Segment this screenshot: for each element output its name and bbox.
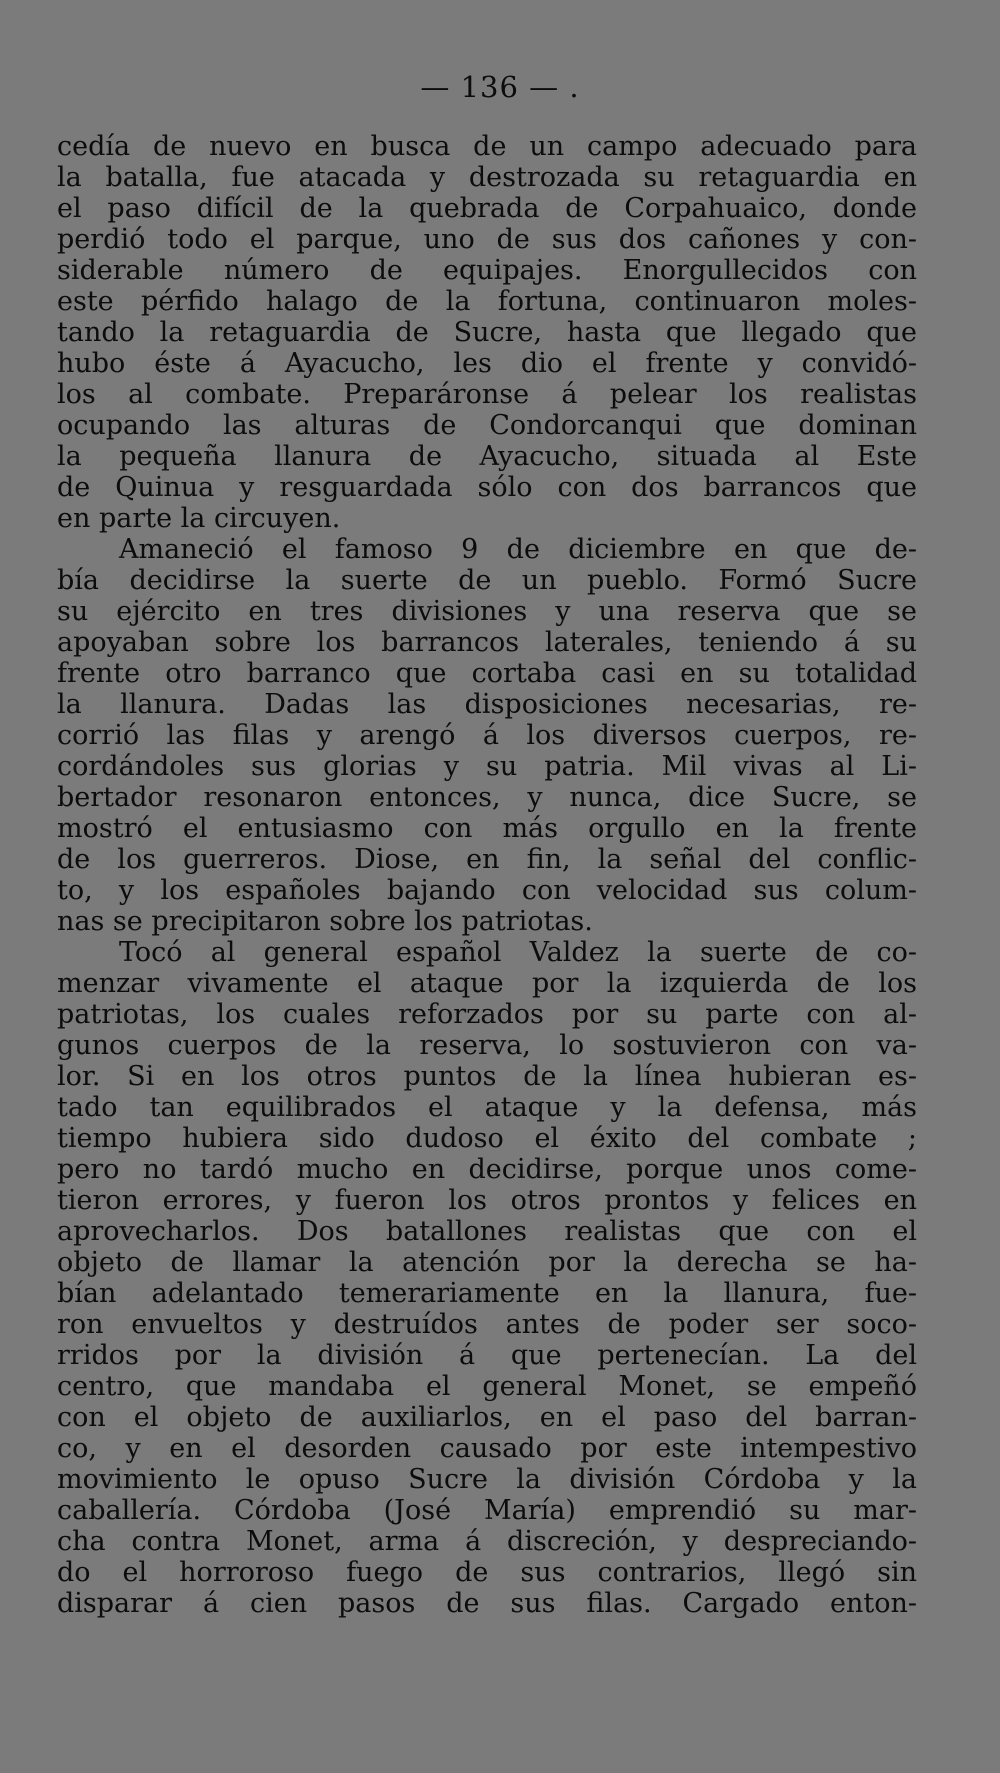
text-line: tiempo hubiera sido dudoso el éxito del combate ;: [57, 1123, 917, 1154]
text-line: gunos cuerpos de la reserva, lo sostuvieron con va-: [57, 1030, 917, 1061]
text-line: patriotas, los cuales reforzados por su parte con al-: [57, 999, 917, 1030]
text-line: en parte la circuyen.: [57, 503, 341, 534]
text-line: bían adelantado temerariamente en la llanura, fue-: [57, 1278, 917, 1309]
text-line: objeto de llamar la atención por la derecha se ha-: [57, 1247, 917, 1278]
body-text: [57, 131, 917, 1619]
text-line: bertador resonaron entonces, y nunca, dice Sucre, se: [57, 782, 917, 813]
text-line: movimiento le opuso Sucre la división Córdoba y la: [57, 1464, 917, 1495]
text-line: hubo éste á Ayacucho, les dio el frente y convidó-: [57, 348, 917, 379]
text-line: perdió todo el parque, uno de sus dos cañones y con-: [57, 224, 917, 255]
text-line: rridos por la división á que pertenecían. La del: [57, 1340, 917, 1371]
text-line: ocupando las alturas de Condorcanqui que dominan: [57, 410, 917, 441]
text-line: de los guerreros. Diose, en fin, la señal del conflic-: [57, 844, 917, 875]
text-line: cordándoles sus glorias y su patria. Mil vivas al Li-: [57, 751, 917, 782]
text-line: su ejército en tres divisiones y una reserva que se: [57, 596, 917, 627]
text-line: centro, que mandaba el general Monet, se empeñó: [57, 1371, 917, 1402]
text-line: ron envueltos y destruídos antes de poder ser soco-: [57, 1309, 917, 1340]
text-line: la pequeña llanura de Ayacucho, situada al Este: [57, 441, 917, 472]
text-line: la llanura. Dadas las disposiciones necesarias, re-: [57, 689, 917, 720]
text-line: bía decidirse la suerte de un pueblo. Formó Sucre: [57, 565, 917, 596]
text-line: frente otro barranco que cortaba casi en su totalidad: [57, 658, 917, 689]
text-line: los al combate. Preparáronse á pelear los realistas: [57, 379, 917, 410]
text-line: do el horroroso fuego de sus contrarios, llegó sin: [57, 1557, 917, 1588]
text-line: Amaneció el famoso 9 de diciembre en que de-: [119, 534, 917, 565]
text-line: tieron errores, y fueron los otros prontos y felices en: [57, 1185, 917, 1216]
text-line: caballería. Córdoba (José María) emprendió su mar-: [57, 1495, 917, 1526]
text-line: siderable número de equipajes. Enorgullecidos con: [57, 255, 917, 286]
text-line: pero no tardó mucho en decidirse, porque unos come-: [57, 1154, 917, 1185]
text-line: apoyaban sobre los barrancos laterales, teniendo á su: [57, 627, 917, 658]
text-line: co, y en el desorden causado por este intempestivo: [57, 1433, 917, 1464]
page-number: — 136 — .: [420, 70, 580, 104]
text-line: corrió las filas y arengó á los diversos cuerpos, re-: [57, 720, 917, 751]
text-line: aprovecharlos. Dos batallones realistas que con el: [57, 1216, 917, 1247]
text-line: con el objeto de auxiliarlos, en el paso del barran-: [57, 1402, 917, 1433]
text-line: disparar á cien pasos de sus filas. Cargado enton-: [57, 1588, 917, 1619]
text-line: tado tan equilibrados el ataque y la defensa, más: [57, 1092, 917, 1123]
text-line: cedía de nuevo en busca de un campo adecuado para: [57, 131, 917, 162]
text-line: lor. Si en los otros puntos de la línea hubieran es-: [57, 1061, 917, 1092]
text-line: este pérfido halago de la fortuna, continuaron moles-: [57, 286, 917, 317]
text-line: to, y los españoles bajando con velocidad sus colum-: [57, 875, 917, 906]
text-line: la batalla, fue atacada y destrozada su retaguardia en: [57, 162, 917, 193]
text-line: de Quinua y resguardada sólo con dos barrancos que: [57, 472, 917, 503]
text-line: cha contra Monet, arma á discreción, y despreciando-: [57, 1526, 917, 1557]
text-line: Tocó al general español Valdez la suerte de co-: [119, 937, 917, 968]
text-line: nas se precipitaron sobre los patriotas.: [57, 906, 593, 937]
text-line: el paso difícil de la quebrada de Corpahuaico, donde: [57, 193, 917, 224]
text-line: menzar vivamente el ataque por la izquierda de los: [57, 968, 917, 999]
text-line: mostró el entusiasmo con más orgullo en la frente: [57, 813, 917, 844]
text-line: tando la retaguardia de Sucre, hasta que llegado que: [57, 317, 917, 348]
